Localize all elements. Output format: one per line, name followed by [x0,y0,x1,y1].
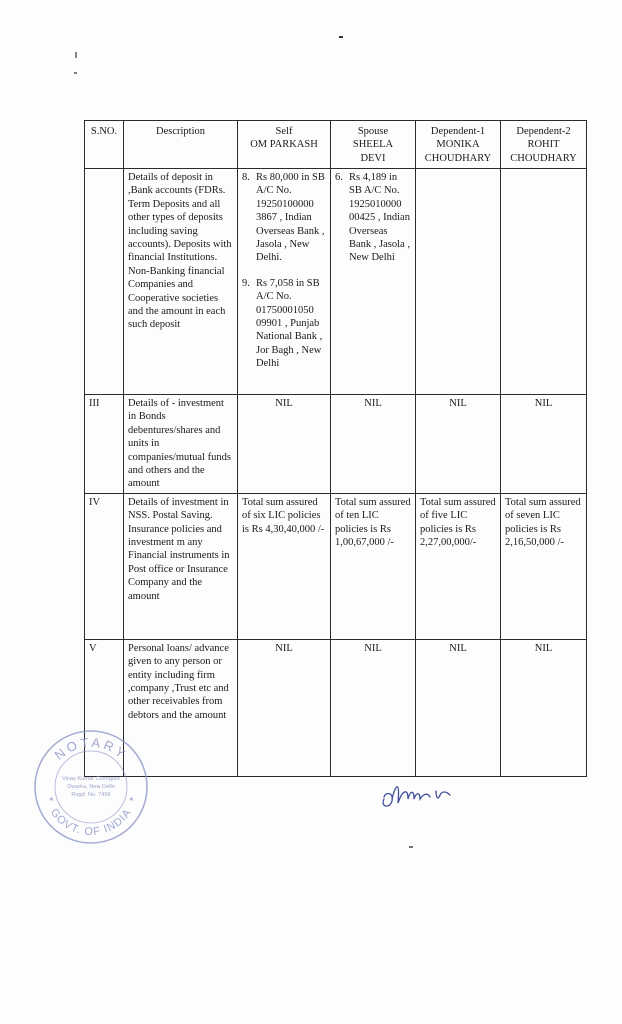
deposit-entry [242,171,326,265]
row-dep1-cell [416,169,501,395]
seal-line-place: Dwarka, New Delhi [67,784,115,790]
header-spouse-name: DEVI [360,152,386,164]
scan-speck [409,846,413,848]
header-dep2-name: CHOUDHARY [510,152,577,164]
table-row-iv [85,493,587,639]
header-spouse-name: SHEELA [352,139,394,151]
scan-speck [75,52,77,58]
header-dep1-name: CHOUDHARY [424,152,492,164]
row-self-cell [238,169,331,395]
scan-speck [74,72,77,74]
row-self-cell: NIL [238,395,331,494]
header-description: Description [124,121,238,169]
header-spouse-line: Spouse [357,126,389,137]
entry-number: 6. [335,172,343,183]
header-row [85,121,587,169]
seal-line-regd: Regd. No. 7496 [71,792,111,798]
row-spouse-cell: Total sum assured of ten LIC policies is Rs 1,00,67,000 /- [331,493,416,639]
header-self-name: OM PARKASH [250,139,318,151]
row-self-cell: NIL [238,639,331,776]
table-row-deposits [85,169,587,395]
header-dep2-line: Dependent-2 [516,126,571,137]
header-dep1-line: Dependent-1 [430,126,486,137]
header-spouse [331,121,416,169]
seal-top-text: NOTARY [51,734,131,763]
row-dep2-cell: NIL [501,639,587,776]
deposit-entry [242,277,326,371]
entry-text: Rs 7,058 in SB A/C No. 01750001050 09901 , Punjab National Bank , Jor Bagh , New Delhi [256,277,323,370]
row-dep1-cell: NIL [416,639,501,776]
header-dependent-1 [416,121,501,169]
header-self-line: Self [275,126,293,137]
row-sno: IV [85,493,124,639]
entry-text: Rs 80,000 in SB A/C No. 19250100000 3867 , Indian Overseas Bank , Jasola , New Delhi. [256,172,325,264]
row-description: Details of investment in NSS. Postal Saving. Insurance policies and investment m any Financial instruments in Post office or Insurance Company and the amount [124,493,238,639]
row-sno: V [85,639,124,776]
table-row-iii [85,395,587,494]
row-dep2-cell: Total sum assured of seven LIC policies is Rs 2,16,50,000 /- [501,493,587,639]
row-sno: III [85,395,124,494]
row-sno [85,169,124,395]
seal-line-name: Vinay Kumar Chongare [61,776,121,782]
seal-star-icon: ✶ [48,795,55,804]
header-self [238,121,331,169]
assets-table [84,120,587,777]
row-spouse-cell [331,169,416,395]
row-dep2-cell: NIL [501,395,587,494]
header-sno: S.NO. [85,121,124,169]
table-row-v [85,639,587,776]
row-description: Details of deposit in ,Bank accounts (FDRs. Term Deposits and all other types of deposits including saving accounts). Deposits with financial Institutions. Non-Banking financial Companies and Cooperative societies and the amount in each such deposit [124,169,238,395]
deposit-entry [335,171,411,265]
entry-number: 9. [242,277,250,289]
row-spouse-cell: NIL [331,639,416,776]
header-dep2-name: ROHIT [527,139,560,151]
scan-speck [339,36,343,38]
row-dep2-cell [501,169,587,395]
row-description: Personal loans/ advance given to any person or entity including firm ,company ,Trust etc and other receivables from debtors and the amount [124,639,238,776]
row-spouse-cell: NIL [331,395,416,494]
entry-text: Rs 4,189 in SB A/C No. 1925010000 00425 , Indian Overseas Bank , Jasola , New Delhi [349,172,410,264]
row-dep1-cell: NIL [416,395,501,494]
row-dep1-cell: Total sum assured of five LIC policies is Rs 2,27,00,000/- [416,493,501,639]
notary-seal-stamp [32,728,150,846]
header-dependent-2 [501,121,587,169]
seal-bottom-text: GOVT. OF INDIA [47,806,135,839]
entry-number: 8. [242,172,250,183]
header-dep1-name: MONIKA [436,139,480,151]
seal-star-icon: ✶ [128,795,135,804]
row-description: Details of - investment in Bonds debentures/shares and units in companies/mutual funds and others and the amount [124,395,238,494]
row-self-cell: Total sum assured of six LIC policies is Rs 4,30,40,000 /- [238,493,331,639]
signature [378,773,468,815]
